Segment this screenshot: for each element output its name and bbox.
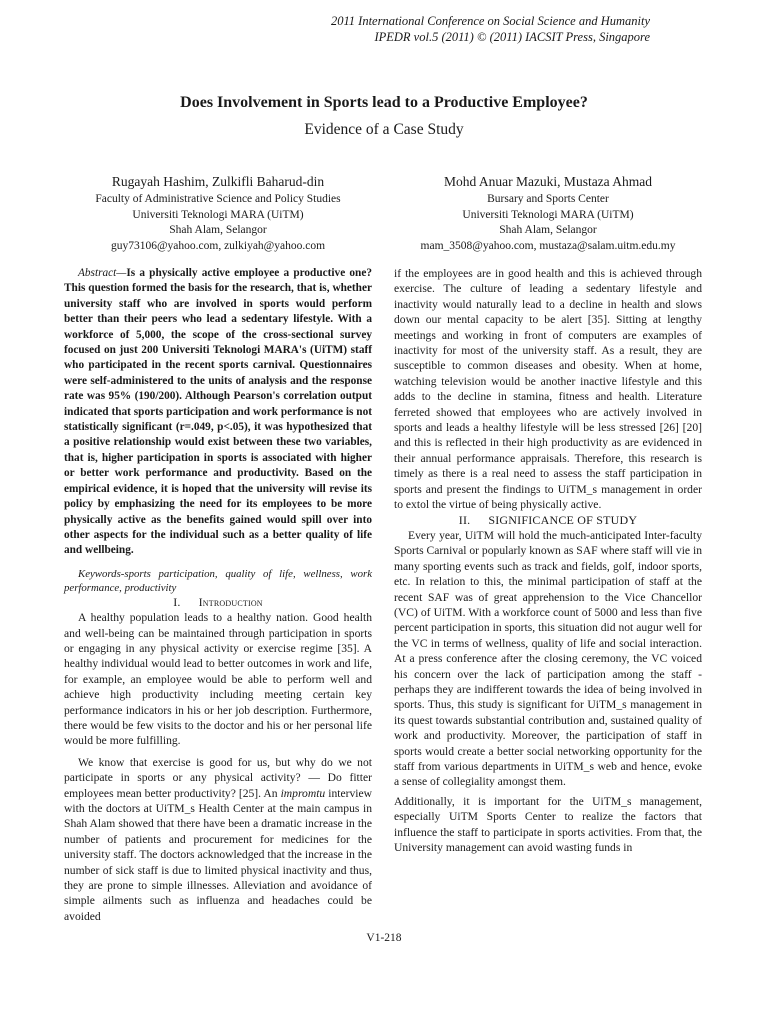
author-block-right bbox=[394, 174, 702, 254]
author-dept: Bursary and Sports Center bbox=[487, 193, 609, 206]
paragraph: A healthy population leads to a healthy nation. Good health and well-being can be maintained through participation in sports or engaging in any physical activity or exercise regime [35]. A healthy individual would lead to better outcomes in work and life, for example, an employee would be able to perform well and achieve high productivity including meeting certain key performance indicators in his or her job description. Furthermore, there would be few visits to the doctor and his or her personal life would be more fulfilling. bbox=[64, 611, 372, 748]
paper-subtitle: Evidence of a Case Study bbox=[304, 121, 464, 138]
author-univ: Universiti Teknologi MARA (UiTM) bbox=[462, 208, 634, 221]
section-number: I. bbox=[173, 594, 181, 609]
paper-title: Does Involvement in Sports lead to a Productive Employee? bbox=[180, 94, 588, 111]
page-number: V1-218 bbox=[366, 932, 402, 944]
paragraph-emphasis: impromtu bbox=[280, 786, 326, 800]
section-title: SIGNIFICANCE OF STUDY bbox=[488, 512, 638, 527]
keywords: Keywords-sports participation, quality of life, wellness, work performance, productivity bbox=[64, 567, 372, 594]
right-column bbox=[394, 266, 702, 855]
author-email: guy73106@yahoo.com, zulkiyah@yahoo.com bbox=[110, 239, 326, 252]
paragraph: Additionally, it is important for the UiTM_s management, especially UiTM Sports Center to realize the factors that influence the staff to participate in sports activities. From that, the University management can avoid wasting funds in bbox=[394, 794, 702, 855]
section-title: Introduction bbox=[198, 594, 263, 609]
author-names: Rugayah Hashim, Zulkifli Baharud-din bbox=[111, 174, 325, 189]
section-number: II. bbox=[458, 512, 471, 527]
section-heading-introduction bbox=[64, 595, 372, 610]
abstract bbox=[64, 266, 372, 559]
section-heading-significance bbox=[394, 513, 702, 528]
author-email: mam_3508@yahoo.com, mustaza@salam.uitm.edu.my bbox=[420, 239, 676, 252]
author-names: Mohd Anuar Mazuki, Mustaza Ahmad bbox=[443, 174, 653, 189]
paragraph: if the employees are in good health and this is achieved through exercise. The culture of leading a sedentary lifestyle and inactivity would naturally lead to a decline in health and slows down our mental capacity to be alert [35]. Sitting at lengthy meetings and working in front of computers are examples of inactivity for most of the university staff. As a result, they are susceptible to common diseases and obesity. When at home, watching television would be another inactive lifestyle and this adds to the decline in stamina, fitness and health. Literature ferreted showed that employees who are actively involved in sports and leads a healthy lifestyle will be less stressed [26] [20] and this is reflected in their high productivity as are evidenced in their annual performance appraisals. Therefore, this research is timely as there is a real need to assess the staff participation in sports and present the findings to UiTM_s management in order to extol the virtue of being physically active. bbox=[394, 267, 702, 512]
left-column bbox=[64, 266, 372, 924]
paragraph-text: interview with the doctors at UiTM_s Health Center at the main campus in Shah Alam showed that there have been a dramatic increase in the number of patients and procurement for medicines for the university staff. The doctors acknowledged that the increase in the number of sick staff is due to limited physical inactivity and thus, they are prone to simple illnesses. Alleviation and avoidance of simple ailments such as influenza and headaches could be avoided bbox=[64, 786, 373, 923]
author-block-left bbox=[64, 174, 372, 254]
author-dept: Faculty of Administrative Science and Policy Studies bbox=[95, 193, 341, 206]
conference-header-line1: 2011 International Conference on Social Science and Humanity bbox=[330, 14, 650, 28]
author-univ: Universiti Teknologi MARA (UiTM) bbox=[132, 208, 304, 221]
paragraph-text: We know that exercise is good for us, but why do we not participate in sports or any physical activity? — Do fitter employees mean better productivity? [25]. An bbox=[64, 755, 372, 800]
author-city: Shah Alam, Selangor bbox=[499, 224, 597, 237]
conference-header-line2: IPEDR vol.5 (2011) © (2011) IACSIT Press, Singapore bbox=[374, 30, 650, 44]
abstract-label: Abstract— bbox=[78, 267, 127, 279]
author-city: Shah Alam, Selangor bbox=[169, 224, 267, 237]
paragraph: Every year, UiTM will hold the much-anticipated Inter-faculty Sports Carnival or popularly known as SAF where staff will vie in many sporting events such as track and fields, golf, indoor sports, etc. In relation to this, the minimal participation of staff at the recent SAF was of great apprehension to the Vice Chancellor (VC) of UiTM. With a workforce count of 5000 and less than five percent participation in sports, this situation did not augur well for the VC in terms of wellness, quality of life and social interaction. At a press conference after the closing ceremony, the VC voiced his concern over the lack of participation among the staff - perhaps they are indifferent towards the idea of being involved in sports. Thus, this study is significant for UiTM_s management in its quest towards substantial contribution and, sustained quality of work and productivity. Moreover, the participation of staff in sports would create a better social networking opportunity for the staff from various departments in UiTM_s web and hence, evoke a sense of collegiality amongst them. bbox=[394, 528, 702, 789]
paragraph bbox=[64, 755, 372, 924]
abstract-text: Is a physically active employee a productive one? This question formed the basis for the research, that is, whether university staff who are involved in sports would perform better than their peers who lead a sedentary lifestyle. With a workforce of 5,000, the scope of the cross-sectional survey focused on just 200 Universiti Teknologi MARA's (UiTM) staff who participated in the recent sports carnival. Questionnaires were self-administered to the units of analysis and the response rate was 95% (190/200). Although Pearson's correlation output indicated that sports participation and work performance is not statistically significant (r=.049, p<.05), it was hypothesized that a positive relationship would exist between these two variables, that is, higher participation in sports is associated with higher or better work performance and productivity. Based on the empirical evidence, it is hoped that the university will revise its policy by emphasizing the need for its employees to be more physically active as the benefits gained would spill over into other aspects for the individual such as a better quality of life and wellbeing. bbox=[64, 267, 372, 557]
